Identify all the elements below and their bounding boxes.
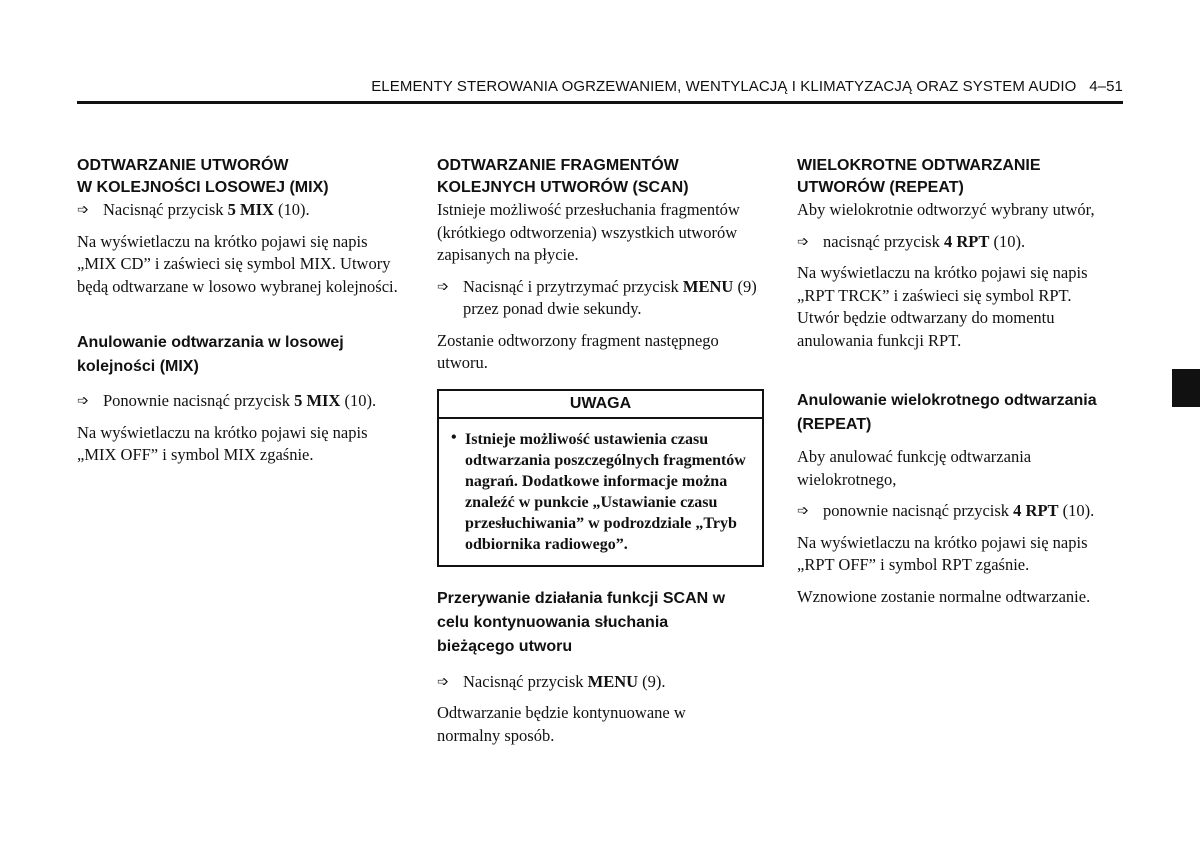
page-number: 4–51 — [1089, 78, 1123, 95]
step-item — [77, 199, 407, 222]
bullet-icon: • — [451, 428, 457, 446]
header-rule — [77, 101, 1123, 104]
paragraph: Wznowione zostanie normalne odtwarzanie. — [797, 586, 1091, 606]
paragraph: Na wyświetlaczu na krótko pojawi się napis „MIX OFF” i symbol MIX zgaśnie. — [77, 422, 368, 464]
sub-heading: Przerywanie działania funkcji SCAN w celu kontynuowania słuchania bieżącego utworu — [437, 589, 726, 655]
arrow-right-icon: ➩ — [437, 278, 449, 295]
step-item — [437, 276, 763, 321]
paragraph: Odtwarzanie będzie kontynuowane w normalny sposób. — [437, 703, 686, 745]
column-repeat — [797, 155, 1127, 608]
page-header — [0, 78, 1123, 95]
column-mix — [77, 155, 407, 467]
step-text: (10). — [989, 231, 1026, 251]
heading-line: WIELOKROTNE ODTWARZANIE — [797, 157, 1041, 174]
step-item — [437, 671, 767, 694]
step-text: (9) przez ponad dwie sekundy. — [463, 276, 757, 318]
heading-line: UTWORÓW (REPEAT) — [797, 179, 964, 196]
step-text: Nacisnąć i przytrzymać przycisk — [463, 276, 683, 296]
note-text: Istnieje możliwość ustawienia czasu odtwarzania poszczególnych fragmentów nagrań. Dodatkowe informacje można znaleźć w punkcie „Ustawianie czasu przesłuchiwania” w podrozdziale „Tryb odbiornika radiowego”. — [465, 430, 746, 553]
arrow-right-icon: ➩ — [797, 233, 809, 250]
step-text: (10). — [273, 200, 310, 219]
paragraph: Na wyświetlaczu na krótko pojawi się napis „MIX CD” i zaświeci się symbol MIX. Utwory będą odtwarzane w losowo wybranej kolejności. — [77, 231, 398, 296]
step-text: (10). — [340, 391, 377, 410]
step-item — [797, 231, 1127, 254]
arrow-right-icon: ➩ — [437, 673, 449, 690]
step-text: Ponownie nacisnąć przycisk — [103, 391, 295, 410]
heading-line: KOLEJNYCH UTWORÓW (SCAN) — [437, 179, 689, 196]
step-text: (10). — [1058, 501, 1095, 520]
arrow-right-icon: ➩ — [77, 393, 89, 409]
button-key: MENU — [682, 276, 734, 296]
note-box — [437, 389, 764, 567]
paragraph: Istnieje możliwość przesłuchania fragmentów (krótkiego odtworzenia) wszystkich utworów zapisanych na płycie. — [437, 200, 740, 264]
button-key: MENU — [587, 671, 639, 691]
paragraph: Zostanie odtworzony fragment następnego utworu. — [437, 330, 719, 372]
heading-mix — [77, 155, 407, 199]
heading-repeat — [797, 155, 1127, 199]
paragraph: Na wyświetlaczu na krótko pojawi się napis „RPT OFF” i symbol RPT zgaśnie. — [797, 532, 1088, 574]
step-text: (9). — [638, 671, 666, 691]
heading-line: ODTWARZANIE UTWORÓW — [77, 157, 289, 174]
section-tab-marker — [1172, 369, 1200, 407]
step-text: nacisnąć przycisk — [823, 231, 944, 251]
header-title: ELEMENTY STEROWANIA OGRZEWANIEM, WENTYLACJĄ I KLIMATYZACJĄ ORAZ SYSTEM AUDIO — [371, 78, 1077, 95]
arrow-right-icon: ➩ — [797, 503, 809, 519]
step-text: Nacisnąć przycisk — [463, 671, 588, 691]
step-item — [797, 500, 1127, 523]
note-title: UWAGA — [439, 391, 762, 419]
button-key: 5 MIX — [294, 391, 341, 410]
button-key: 4 RPT — [943, 231, 990, 251]
sub-heading: Anulowanie wielokrotnego odtwarzania (REPEAT) — [797, 392, 1097, 433]
column-scan — [437, 155, 767, 747]
step-text: ponownie nacisnąć przycisk — [823, 501, 1014, 520]
heading-scan — [437, 155, 767, 199]
step-item — [77, 390, 407, 413]
heading-line: W KOLEJNOŚCI LOSOWEJ (MIX) — [77, 179, 329, 196]
step-text: Nacisnąć przycisk — [103, 200, 228, 219]
paragraph: Na wyświetlaczu na krótko pojawi się napis „RPT TRCK” i zaświeci się symbol RPT. Utwór będzie odtwarzany do momentu anulowania funkcji RPT. — [797, 263, 1088, 350]
arrow-right-icon: ➩ — [77, 202, 89, 218]
paragraph: Aby anulować funkcję odtwarzania wielokrotnego, — [797, 447, 1032, 489]
button-key: 5 MIX — [227, 200, 274, 219]
heading-line: ODTWARZANIE FRAGMENTÓW — [437, 157, 679, 174]
paragraph: Aby wielokrotnie odtworzyć wybrany utwór, — [797, 200, 1095, 219]
sub-heading: Anulowanie odtwarzania w losowej kolejności (MIX) — [77, 334, 344, 375]
button-key: 4 RPT — [1013, 501, 1059, 520]
note-body — [439, 419, 762, 565]
